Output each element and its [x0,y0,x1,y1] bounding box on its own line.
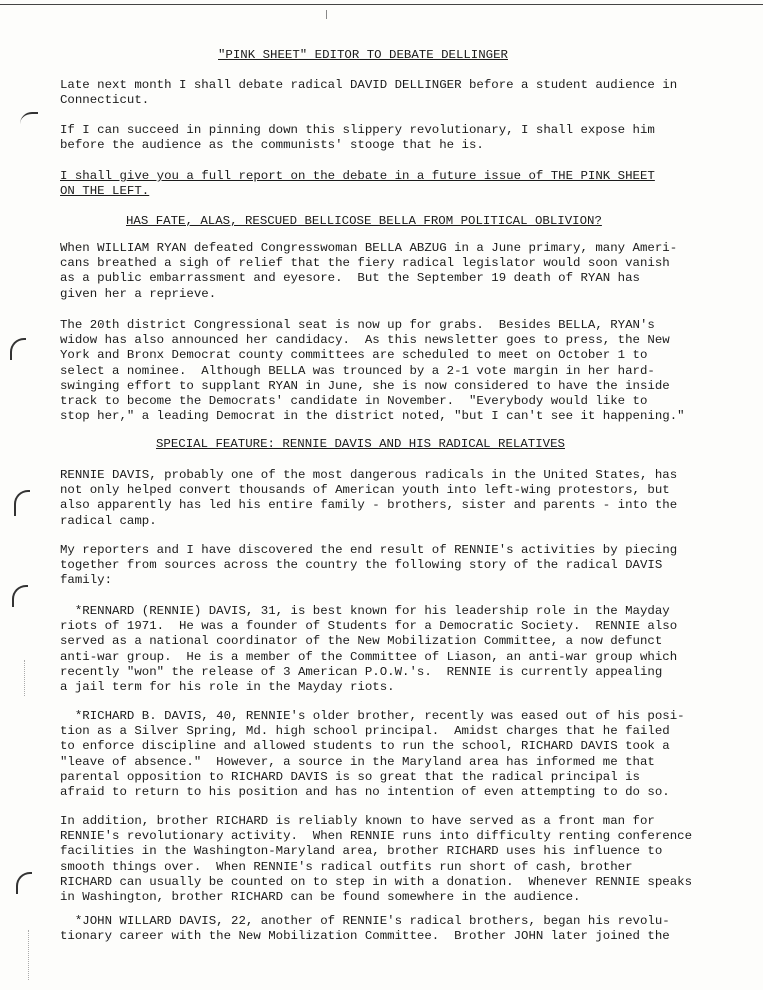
fold-tick [326,10,327,19]
paragraph: The 20th district Congressional seat is now up for grabs. Besides BELLA, RYAN's widow has also announced her candidacy. As this newsletter goes to press, the New York and Bronx Democrat county committees are scheduled to meet on October 1 to select a nominee. Although BELLA was trounced by a 2-1 vote margin in her hard- swinging effort to supplant RYAN in June, she is now considered to have the inside track to become the Democrats' candidate in November. "Everybody would like to stop her," a leading Democrat in the district noted, "but I can't see it happening." [60,318,685,424]
margin-mark [12,585,28,607]
margin-dots [28,930,30,980]
paragraph: *RICHARD B. DAVIS, 40, RENNIE's older brother, recently was eased out of his posi- tion as a Silver Spring, Md. high school principal. Amidst charges that he failed to enforce discipline and allowed students to run the school, RICHARD DAVIS took a "leave of absence." However, a source in the Maryland area has informed me that parental opposition to RICHARD DAVIS is so great that the radical principal is afraid to return to his position and has no intention of even attempting to do so. [60,709,685,800]
margin-mark [10,338,26,360]
heading-special-feature: SPECIAL FEATURE: RENNIE DAVIS AND HIS RADICAL RELATIVES [156,437,565,451]
paragraph: My reporters and I have discovered the end result of RENNIE's activities by piecing together from sources across the country the following story of the radical DAVIS family: [60,543,678,588]
paragraph: If I can succeed in pinning down this slippery revolutionary, I shall expose him before the audience as the communists' stooge that he is. [60,123,655,153]
paragraph: RENNIE DAVIS, probably one of the most dangerous radicals in the United States, has not only helped convert thousands of American youth into left-wing protestors, but also apparently has led his entire family - brothers, sister and parents - into the radical camp. [60,468,678,528]
top-rule [0,4,763,5]
paragraph-underlined: I shall give you a full report on the debate in a future issue of THE PINK SHEET ON THE LEFT. [60,169,655,199]
margin-mark [16,872,32,894]
paragraph: *RENNARD (RENNIE) DAVIS, 31, is best known for his leadership role in the Mayday riots of 1971. He was a founder of Students for a Democratic Society. RENNIE also served as a national coordinator of the New Mobilization Committee, a now defunct anti-war group. He is a member of the Committee of Liason, an anti-war group which recently "won" the release of 3 American P.O.W.'s. RENNIE is currently appealing a jail term for his role in the Mayday riots. [60,604,678,695]
paragraph: Late next month I shall debate radical DAVID DELLINGER before a student audience in Connecticut. [60,78,678,108]
margin-dots [24,660,26,696]
heading-bella: HAS FATE, ALAS, RESCUED BELLICOSE BELLA FROM POLITICAL OBLIVION? [126,214,602,228]
paragraph: When WILLIAM RYAN defeated Congresswoman BELLA ABZUG in a June primary, many Ameri- cans breathed a sigh of relief that the fiery radical legislator would soon vanish as a public embarrassment and eyesore. But the September 19 death of RYAN has given her a reprieve. [60,241,678,301]
heading-debate: "PINK SHEET" EDITOR TO DEBATE DELLINGER [218,48,508,62]
margin-mark [14,490,30,516]
paragraph: *JOHN WILLARD DAVIS, 22, another of RENNIE's radical brothers, began his revolu- tionary career with the New Mobilization Committee. Brother JOHN later joined the [60,914,670,944]
paragraph: In addition, brother RICHARD is reliably known to have served as a front man for RENNIE's revolutionary activity. When RENNIE runs into difficulty renting conference facilities in the Washington-Maryland area, brother RICHARD uses his influence to smooth things over. When RENNIE's radical outfits run short of cash, brother RICHARD can usually be counted on to step in with a donation. Whenever RENNIE speaks in Washington, brother RICHARD can be found somewhere in the audience. [60,814,693,905]
margin-mark [20,112,38,124]
